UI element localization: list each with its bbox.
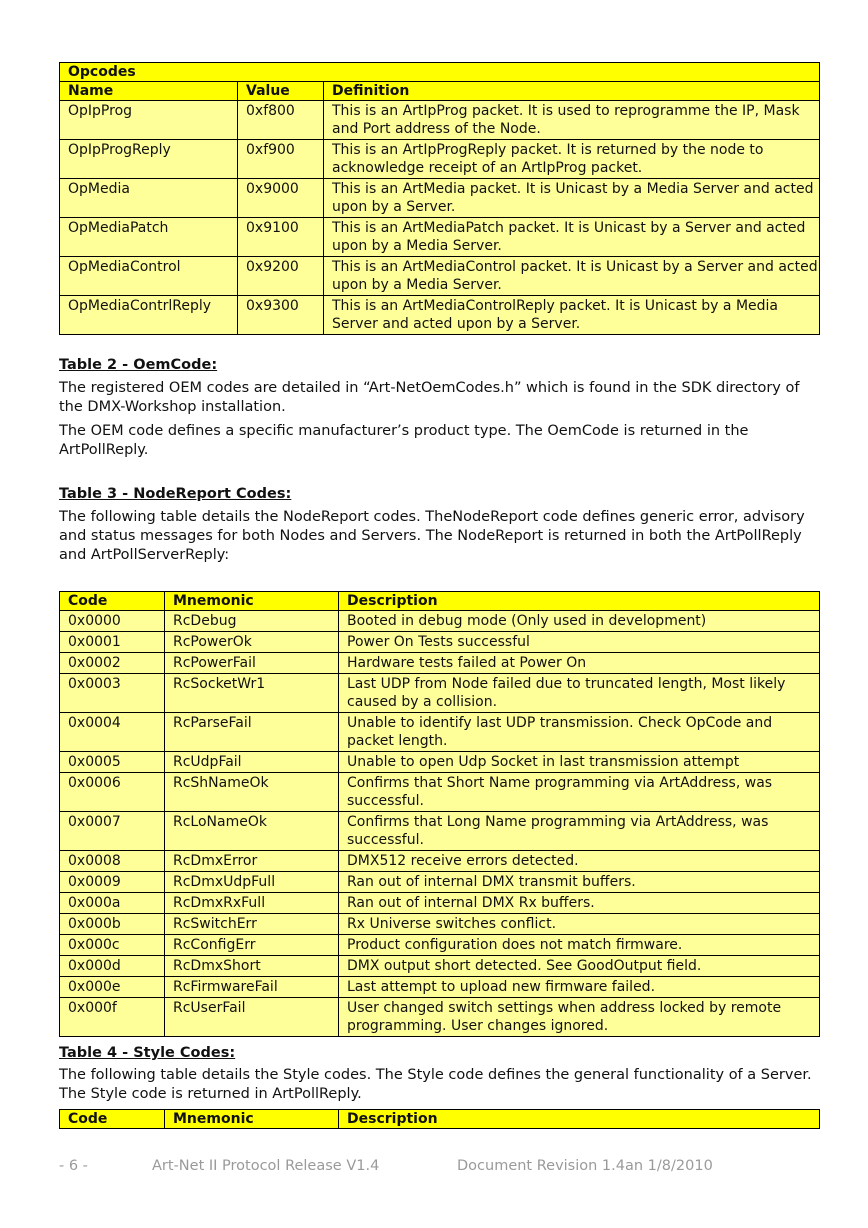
table-cell: Product configuration does not match firmware. (339, 935, 820, 956)
table-cell: Confirms that Long Name programming via ArtAddress, was successful. (339, 812, 820, 851)
opcodes-table (59, 62, 820, 335)
table-cell: This is an ArtMediaPatch packet. It is Unicast by a Server and acted upon by a Media Server. (324, 218, 820, 257)
table-cell: 0x0003 (60, 674, 165, 713)
table-cell: OpMediaContrlReply (60, 296, 238, 335)
column-header-description: Description (339, 1110, 820, 1129)
table-cell: RcShNameOk (165, 773, 339, 812)
column-header-mnemonic: Mnemonic (165, 1110, 339, 1129)
table-cell: 0x0000 (60, 611, 165, 632)
nodereport-row (60, 914, 820, 935)
table-cell: RcDebug (165, 611, 339, 632)
nodereport-row (60, 935, 820, 956)
table-cell: 0x0009 (60, 872, 165, 893)
nodereport-row (60, 713, 820, 752)
table-cell: This is an ArtMediaControlReply packet. It is Unicast by a Media Server and acted upon by a Server. (324, 296, 820, 335)
table-cell: 0x000c (60, 935, 165, 956)
table-cell: RcUserFail (165, 998, 339, 1037)
table3-heading: Table 3 - NodeReport Codes: (59, 486, 292, 502)
table-cell: 0x9200 (238, 257, 324, 296)
table-cell: 0x0004 (60, 713, 165, 752)
nodereport-header-row (60, 592, 820, 611)
nodereport-row (60, 893, 820, 914)
table-cell: RcSocketWr1 (165, 674, 339, 713)
table-cell: RcDmxShort (165, 956, 339, 977)
footer-page-number: - 6 - (59, 1158, 88, 1174)
nodereport-row (60, 674, 820, 713)
table-cell: Last UDP from Node failed due to truncated length, Most likely caused by a collision. (339, 674, 820, 713)
table-cell: 0x0001 (60, 632, 165, 653)
table-cell: This is an ArtMedia packet. It is Unicast by a Media Server and acted upon by a Server. (324, 179, 820, 218)
nodereport-row (60, 998, 820, 1037)
nodereport-table (59, 591, 820, 1037)
table-cell: RcDmxRxFull (165, 893, 339, 914)
opcode-row (60, 140, 820, 179)
table-cell: RcDmxError (165, 851, 339, 872)
column-header-mnemonic: Mnemonic (165, 592, 339, 611)
opcodes-title-row (60, 63, 820, 82)
nodereport-row (60, 632, 820, 653)
table-cell: Power On Tests successful (339, 632, 820, 653)
table2-paragraph-2: The OEM code defines a specific manufacturer’s product type. The OemCode is returned in the ArtPollReply. (59, 423, 749, 458)
opcodes-header-row (60, 82, 820, 101)
nodereport-row (60, 977, 820, 998)
nodereport-row (60, 956, 820, 977)
opcode-row (60, 296, 820, 335)
table-cell: DMX512 receive errors detected. (339, 851, 820, 872)
table-cell: 0x0007 (60, 812, 165, 851)
table-cell: OpMediaControl (60, 257, 238, 296)
table-cell: Unable to identify last UDP transmission. Check OpCode and packet length. (339, 713, 820, 752)
opcode-row (60, 179, 820, 218)
table-cell: OpMedia (60, 179, 238, 218)
table-cell: OpMediaPatch (60, 218, 238, 257)
table-cell: RcFirmwareFail (165, 977, 339, 998)
table-cell: 0x0006 (60, 773, 165, 812)
table-cell: 0x0002 (60, 653, 165, 674)
table-cell: OpIpProg (60, 101, 238, 140)
column-header-code: Code (60, 1110, 165, 1129)
opcode-row (60, 257, 820, 296)
column-header-definition: Definition (324, 82, 820, 101)
table-cell: 0x000d (60, 956, 165, 977)
table-cell: RcParseFail (165, 713, 339, 752)
table-cell: This is an ArtIpProg packet. It is used to reprogramme the IP, Mask and Port address of the Node. (324, 101, 820, 140)
table-cell: 0x000f (60, 998, 165, 1037)
opcode-row (60, 218, 820, 257)
table-cell: Hardware tests failed at Power On (339, 653, 820, 674)
table-cell: OpIpProgReply (60, 140, 238, 179)
style-codes-header-row (60, 1110, 820, 1129)
table-cell: This is an ArtMediaControl packet. It is Unicast by a Server and acted upon by a Media Server. (324, 257, 820, 296)
table-cell: Confirms that Short Name programming via ArtAddress, was successful. (339, 773, 820, 812)
table-cell: 0x0005 (60, 752, 165, 773)
table-cell: 0x000b (60, 914, 165, 935)
opcodes-table-title: Opcodes (60, 63, 820, 82)
table-cell: Ran out of internal DMX transmit buffers. (339, 872, 820, 893)
table-cell: Booted in debug mode (Only used in development) (339, 611, 820, 632)
table-cell: 0x9300 (238, 296, 324, 335)
table-cell: RcPowerOk (165, 632, 339, 653)
table-cell: Ran out of internal DMX Rx buffers. (339, 893, 820, 914)
table-cell: DMX output short detected. See GoodOutput field. (339, 956, 820, 977)
table-cell: Rx Universe switches conflict. (339, 914, 820, 935)
column-header-value: Value (238, 82, 324, 101)
table-cell: Last attempt to upload new firmware failed. (339, 977, 820, 998)
table-cell: RcPowerFail (165, 653, 339, 674)
table-cell: RcSwitchErr (165, 914, 339, 935)
nodereport-row (60, 851, 820, 872)
table4-heading: Table 4 - Style Codes: (59, 1045, 236, 1061)
style-codes-table (59, 1109, 820, 1129)
nodereport-row (60, 611, 820, 632)
table-cell: 0x9100 (238, 218, 324, 257)
table-cell: 0xf900 (238, 140, 324, 179)
footer-document-title: Art-Net II Protocol Release V1.4 (152, 1158, 380, 1174)
table-cell: 0xf800 (238, 101, 324, 140)
nodereport-row (60, 773, 820, 812)
table4-paragraph: The following table details the Style codes. The Style code defines the general functionality of a Server. The Style code is returned in ArtPollReply. (59, 1067, 812, 1102)
table-cell: This is an ArtIpProgReply packet. It is returned by the node to acknowledge receipt of an ArtIpProg packet. (324, 140, 820, 179)
nodereport-row (60, 872, 820, 893)
column-header-description: Description (339, 592, 820, 611)
table-cell: RcConfigErr (165, 935, 339, 956)
table-cell: Unable to open Udp Socket in last transmission attempt (339, 752, 820, 773)
table-cell: RcLoNameOk (165, 812, 339, 851)
table-cell: User changed switch settings when address locked by remote programming. User changes ignored. (339, 998, 820, 1037)
table-cell: RcDmxUdpFull (165, 872, 339, 893)
column-header-name: Name (60, 82, 238, 101)
table-cell: 0x0008 (60, 851, 165, 872)
column-header-code: Code (60, 592, 165, 611)
opcode-row (60, 101, 820, 140)
nodereport-row (60, 812, 820, 851)
nodereport-row (60, 653, 820, 674)
table-cell: 0x000a (60, 893, 165, 914)
table2-paragraph-1: The registered OEM codes are detailed in “Art-NetOemCodes.h” which is found in the SDK directory of the DMX-Workshop installation. (59, 380, 800, 415)
table-cell: RcUdpFail (165, 752, 339, 773)
table3-paragraph: The following table details the NodeReport codes. TheNodeReport code defines generic error, advisory and status messages for both Nodes and Servers. The NodeReport is returned in both the ArtPollReply and ArtPollServerReply: (59, 509, 805, 563)
table-cell: 0x000e (60, 977, 165, 998)
nodereport-row (60, 752, 820, 773)
table-cell: 0x9000 (238, 179, 324, 218)
footer-revision: Document Revision 1.4an 1/8/2010 (457, 1158, 713, 1174)
table2-heading: Table 2 - OemCode: (59, 357, 218, 373)
